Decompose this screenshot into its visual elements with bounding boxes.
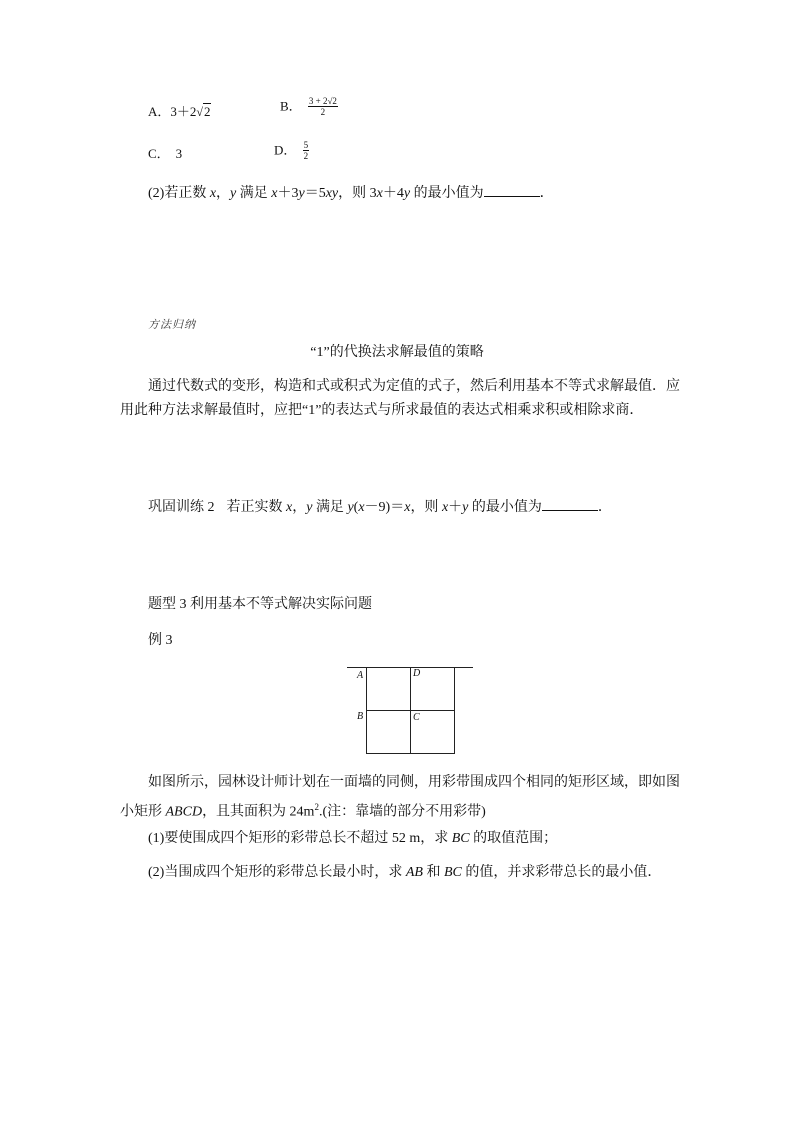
choice-d: D． $\frac{5}{2}$ (274, 140, 309, 161)
label-d: D (413, 668, 421, 679)
example-label: 例 3 (148, 633, 173, 648)
question-2: (2)若正数 x，y 满足 x＋3y＝5xy，则 3x＋4y 的最小值为 ． (148, 186, 554, 201)
label-a: A (357, 670, 364, 681)
problem-q2: (2)当围成四个矩形的彩带总长最小时，求 AB 和 BC 的值，并求彩带总长的最小值． (148, 865, 662, 880)
method-tag: 方法归纳 (148, 319, 196, 331)
problem-line1: 如图所示，园林设计师计划在一面墙的同侧，用彩带围成四个相同的矩形区域，即如图 (148, 775, 680, 790)
label-c: C (413, 712, 420, 723)
choice-c: C． 3 (148, 146, 183, 161)
choice-d-fraction: $\frac{5}{2}$ (303, 140, 309, 161)
problem-q1: (1)要使围成四个矩形的彩带总长不超过 52 m，求 BC 的取值范围； (148, 831, 558, 846)
practice-2: 巩固训练 2 若正实数 x，y 满足 y(x－9)＝x，则 x＋y 的最小值为 ． (148, 500, 612, 515)
method-body-line1: 通过代数式的变形，构造和式或积式为定值的式子，然后利用基本不等式求解最值．应 (148, 379, 680, 394)
method-title: “1”的代换法求解最值的策略 (310, 345, 484, 360)
choice-b: B． $\frac{3 + 2√2}{2}$ (280, 96, 337, 117)
answer-blank[interactable] (542, 498, 598, 511)
section-heading: 题型 3 利用基本不等式解决实际问题 (148, 597, 372, 612)
method-body-line2: 用此种方法求解最值时，应把“1”的表达式与所求最值的表达式相乘求积或相除求商． (120, 403, 644, 418)
answer-blank[interactable] (484, 184, 540, 197)
choice-b-fraction: $\frac{3 + 2√2}{2}$ (308, 96, 337, 117)
problem-line2: 小矩形 ABCD，且其面积为 $24m^2$.(注：靠墙的部分不用彩带) (120, 802, 486, 820)
choice-a: A．3＋2√2 (148, 104, 211, 119)
rect-bottom-edge (366, 753, 455, 754)
label-b: B (357, 711, 364, 722)
rect-middle-horizontal (366, 710, 455, 711)
